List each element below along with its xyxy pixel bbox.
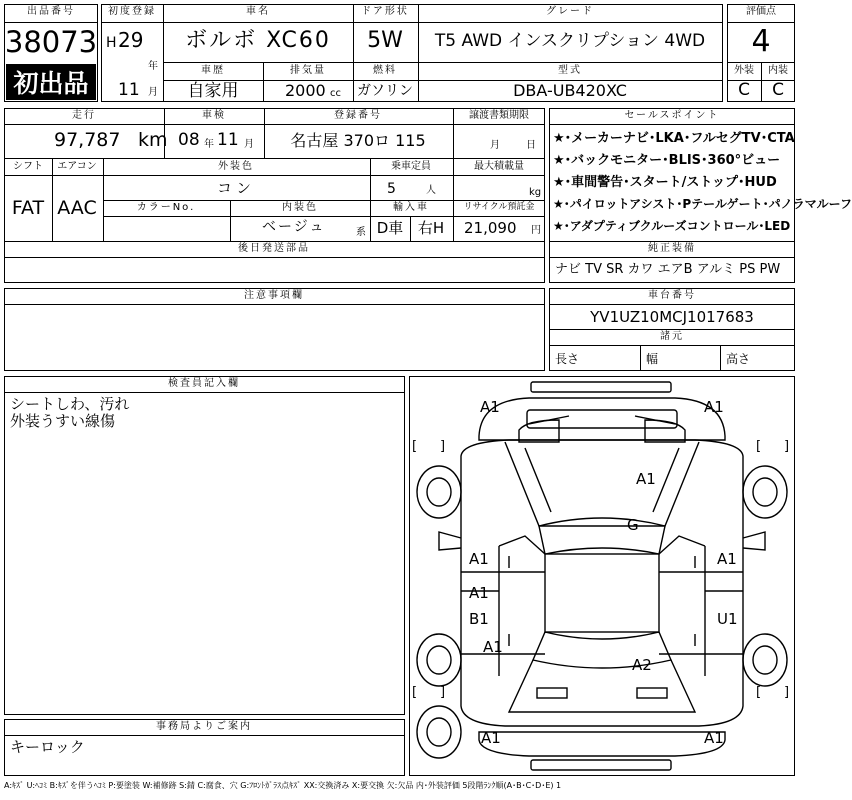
- rear-bumper: [479, 729, 725, 756]
- color-no-label: カラーNo.: [136, 202, 196, 213]
- length-label: 長さ: [555, 352, 580, 366]
- side-lines: [499, 546, 705, 676]
- fuel-label: 燃料: [373, 65, 397, 76]
- wheel-front-left: [417, 466, 461, 518]
- inspection-month: 11: [217, 130, 239, 150]
- transfer-day: 日: [526, 140, 536, 151]
- color-label: 外装色: [218, 161, 254, 172]
- height-label: 高さ: [726, 352, 751, 366]
- sales-point-1: ★･メーカーナビ･LKA･フルセグTV･CTA: [553, 131, 795, 146]
- interior-color-label: 内装色: [282, 202, 318, 213]
- hood-creases: [525, 448, 679, 512]
- transfer-label: 譲渡書類期限: [469, 110, 529, 121]
- mark-trunk: A2: [632, 656, 652, 674]
- capacity-value: 5: [387, 181, 396, 197]
- mark-front-door-right: A1: [717, 550, 737, 568]
- spare-wheel: [417, 706, 461, 758]
- mark-rear-left: A1: [481, 729, 501, 747]
- inspection-month-unit: 月: [244, 139, 254, 150]
- later-parts-label: 後日発送部品: [238, 243, 310, 254]
- headlight-right: [645, 420, 685, 442]
- grade-value: T5 AWD インスクリプション 4WD: [434, 31, 706, 51]
- displacement-value: 2000: [285, 81, 326, 100]
- fuel-value: ガソリン: [357, 83, 413, 99]
- wheel-front-right: [743, 466, 787, 518]
- mark-rear-door-left-b: B1: [469, 610, 489, 628]
- reg-era: H: [106, 35, 117, 51]
- body-outline: [461, 440, 743, 726]
- wheel-rear-right-hub: [753, 646, 777, 674]
- office-label: 事務局よりご案内: [156, 721, 252, 732]
- wheel-rear-left: [417, 634, 461, 686]
- lot-label: 出品番号: [27, 6, 75, 17]
- reg-month: 11: [118, 80, 140, 100]
- shift-label: シフト: [13, 161, 43, 172]
- roof: [545, 554, 659, 632]
- reg-year: 29: [118, 28, 144, 52]
- model-label: 型式: [558, 65, 582, 76]
- sales-points-label: セールスポイント: [624, 110, 720, 121]
- mark-roof: G: [627, 516, 639, 534]
- hood: [505, 442, 699, 526]
- mark-rear-fender-left: A1: [483, 638, 503, 656]
- load-label: 最大積載量: [474, 161, 524, 172]
- front-bumper-strip: [531, 382, 671, 392]
- inspection-label: 車検: [202, 110, 226, 121]
- mileage-unit: km: [138, 129, 168, 151]
- legend: A:ｷｽﾞ U:ﾍｺﾐ B:ｷｽﾞを伴うﾍｺﾐ P:要塗装 W:補修跡 S:錆 C:腐食、穴 G:ﾌﾛﾝﾄｶﾞﾗｽ点ｷｽﾞ XX:交換済み X:要交換 欠:欠品 内･外装評価 5段階ﾗﾝｸ順(A･B･C･D･E) 1: [4, 781, 562, 790]
- history-label: 車歴: [201, 65, 225, 76]
- bracket-rl-open: [: [412, 685, 418, 700]
- bracket-fl-close: ]: [440, 439, 446, 454]
- history-value: 自家用: [187, 81, 239, 101]
- equipment-value: ナビ TV SR カワ エアB アルミ PS PW: [555, 262, 781, 277]
- displacement-label: 排気量: [290, 65, 326, 76]
- reg-label: 初度登録: [108, 6, 156, 17]
- ac-value: AAC: [57, 197, 97, 219]
- interior-value: C: [772, 80, 784, 100]
- year-unit: 年: [148, 61, 158, 72]
- name-label: 車名: [246, 6, 270, 17]
- sales-point-2: ★･バックモニター･BLIS･360°ビュー: [553, 153, 781, 168]
- bracket-fl-open: [: [412, 439, 418, 454]
- sales-point-3: ★･車間警告･スタート/ストップ･HUD: [553, 175, 777, 190]
- windshield: [539, 518, 665, 554]
- inspection-year-unit: 年: [204, 139, 214, 150]
- model-value: DBA-UB420XC: [513, 81, 627, 100]
- mark-rear-door-right: U1: [717, 610, 738, 628]
- spare-wheel-hub: [427, 718, 451, 746]
- rear-light-right: [637, 688, 667, 698]
- mileage-value: 97,787: [54, 129, 121, 151]
- mirror-right: [743, 532, 765, 550]
- mark-front-left: A1: [480, 398, 500, 416]
- sales-point-4: ★･パイロットアシスト･Pテールゲート･パノラマルーフ: [553, 197, 852, 211]
- dims-label: 諸元: [660, 331, 684, 342]
- recycle-unit: 円: [531, 225, 541, 236]
- recycle-label: リサイクル預託金: [463, 202, 535, 212]
- import-label: 輸入車: [393, 202, 429, 213]
- bracket-fr-open: [: [756, 439, 762, 454]
- transfer-month: 月: [490, 140, 500, 151]
- exterior-label: 外装: [734, 65, 754, 76]
- a-pillars: [499, 536, 705, 554]
- mark-rear-right: A1: [704, 729, 724, 747]
- chassis-label: 車台番号: [648, 290, 696, 301]
- mark-front-door-left: A1: [469, 550, 489, 568]
- front-bumper: [479, 398, 725, 440]
- car-diagram: [409, 376, 795, 776]
- score-value: 4: [751, 24, 771, 59]
- headlight-left: [519, 420, 559, 442]
- car-name: ボルボ XC60: [185, 28, 331, 53]
- bracket-rl-close: ]: [440, 685, 446, 700]
- ac-label: エアコン: [57, 161, 97, 172]
- lot-number: 38073: [4, 25, 98, 59]
- plate-label: 登録番号: [334, 110, 382, 121]
- wheel-rear-left-hub: [427, 646, 451, 674]
- notes-label: 注意事項欄: [244, 290, 304, 301]
- equipment-label: 純正装備: [648, 243, 696, 254]
- grille: [527, 410, 677, 428]
- capacity-label: 乗車定員: [391, 161, 431, 172]
- exterior-value: C: [738, 80, 750, 100]
- door-label: ドア形状: [361, 6, 409, 17]
- inspector-label: 検査員記入欄: [168, 378, 240, 389]
- month-unit: 月: [148, 87, 158, 98]
- mark-front-right: A1: [704, 398, 724, 416]
- wheel-rear-right: [743, 634, 787, 686]
- office-value: キーロック: [10, 738, 85, 756]
- rear-bumper-strip: [531, 760, 671, 770]
- wheel-front-right-hub: [753, 478, 777, 506]
- inspection-year: 08: [178, 130, 200, 150]
- displacement-unit: cc: [330, 88, 341, 99]
- plate-value: 名古屋 370ロ 115: [290, 131, 426, 150]
- mark-hood: A1: [636, 470, 656, 488]
- interior-label: 内装: [768, 65, 788, 76]
- bracket-rr-close: ]: [784, 685, 790, 700]
- steering-value: 右H: [417, 219, 445, 237]
- score-label: 評価点: [746, 6, 776, 17]
- import-value: D車: [376, 219, 404, 237]
- interior-color-value: ベージュ: [262, 219, 326, 235]
- chassis-value: YV1UZ10MCJ1017683: [590, 308, 754, 326]
- grade-label: グレード: [546, 6, 594, 17]
- mileage-label: 走行: [72, 110, 96, 121]
- rear-light-left: [537, 688, 567, 698]
- mirror-left: [439, 532, 461, 550]
- load-unit: kg: [529, 187, 542, 198]
- bracket-rr-open: [: [756, 685, 762, 700]
- capacity-unit: 人: [426, 185, 436, 196]
- sales-point-5: ★･アダプティブクルーズコントロール･LED: [553, 219, 791, 233]
- recycle-value: 21,090: [464, 219, 517, 237]
- inspector-line-1: シートしわ、汚れ: [10, 395, 130, 413]
- wheel-front-left-hub: [427, 478, 451, 506]
- door-value: 5W: [367, 28, 403, 53]
- width-label: 幅: [646, 352, 659, 366]
- bracket-fr-close: ]: [784, 439, 790, 454]
- interior-color-suffix: 系: [356, 227, 366, 238]
- color-value: コン: [216, 179, 256, 197]
- shift-value: FAT: [11, 197, 45, 219]
- inspector-line-2: 外装うすい線傷: [10, 412, 116, 430]
- mark-rear-door-left-a: A1: [469, 584, 489, 602]
- first-listing-badge: 初出品: [6, 64, 96, 100]
